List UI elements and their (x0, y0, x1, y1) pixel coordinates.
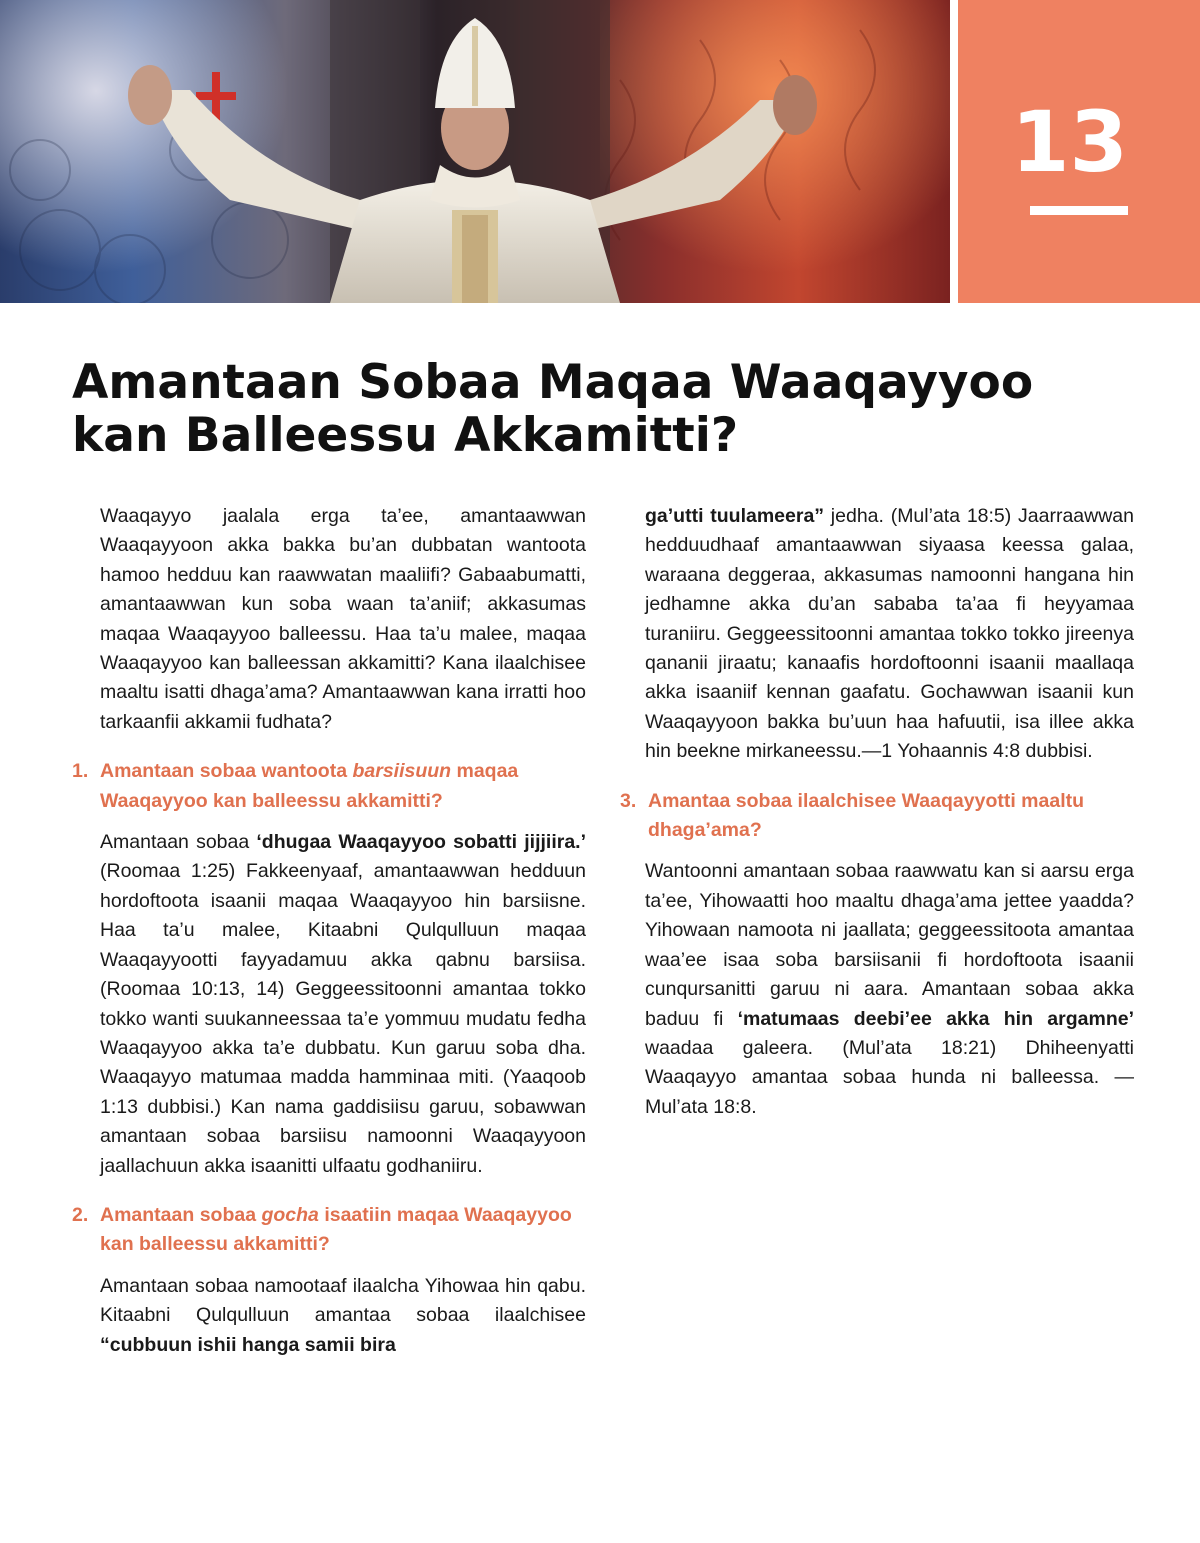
title-line-1: Amantaan Sobaa Maqaa Waaqayyoo (72, 355, 1034, 410)
right-column (620, 502, 1134, 1122)
lesson-number-underline (1030, 206, 1128, 215)
section-1-paragraph: Amantaan sobaa ‘dhugaa Waaqayyoo sobatti jijjiira.’ (Roomaa 1:25) Fakkeenyaaf, amantaawwan hedduun hordoftoota isaanii maqaa Waaqayyoo hin barsiisne. Haa ta’u malee, Kitaabni Qulqulluun maqaa Waaqayyootti fayyadamuu akka qabnu barsiisa. (Roomaa 10:13, 14) Geggeessitoonni amantaa tokko tokko wanti suukanneessaa ta’e yommuu mudatu fedha Waaqayyoo akka ta’e dubbatu. Kun garuu soba dha. Waaqayyo matumaa madda hamminaa miti. (Yaaqoob 1:13 dubbisi.) Kan nama gaddisiisu garuu, sobawwan amantaan sobaa barsiisu namoonni Waaqayyoon jaallachuun akka isaanitti ulfaatu godhaniiru. (100, 831, 587, 1177)
lesson-number-badge (958, 0, 1200, 303)
section-2-number: 2. (72, 1203, 89, 1226)
hero-illustration (0, 0, 950, 303)
section-2-quote-end: ga’utti tuulameera” (645, 505, 825, 527)
section-1-quote: ‘dhugaa Waaqayyoo sobatti jijjiira.’ (256, 831, 587, 854)
section-2-paragraph-continued: ga’utti tuulameera” jedha. (Mul’ata 18:5) Jaarraawwan hedduudhaaf amantaawwan siyaasa keessa galaa, waraana deggeraa, akkasumas namoonni hangana hin jedhamne akka du’an sababa ta’aa fi heyyamaa turaniiru. Geggeessitoonni amantaa tokko tokko jireenya qananii jiraatu; kanaafis hordoftoonni isaanii maallaqa akka isaaniif kennan gaafatu. Gochawwan isaanii kun Waaqayyoon bakka bu’uun haa hafuutii, isa illee akka hin beekne mirkaneessu.—1 Yohaannis 4:8 dubbisi. (645, 505, 1134, 763)
lesson-number: 13 (1011, 93, 1128, 191)
section-2-paragraph: Amantaan sobaa namootaaf ilaalcha Yihowaa hin qabu. Kitaabni Qulqulluun amantaa sobaa ilaalchisee “cubbuun ishii hanga samii bira (100, 1274, 586, 1356)
title-line-2: kan Balleessu Akkamitti? (72, 408, 739, 463)
section-1-number: 1. (72, 760, 89, 783)
intro-paragraph: Waaqayyo jaalala erga ta’ee, amantaawwan Waaqayyoon akka bakka bu’an dubbatan wantoota hamoo hedduu kan raawwatan maaliifi? Gabaabumatti, amantaawwan kun soba waan ta’aniif; akkasumas maqaa Waaqayyoo balleessu. Haa ta’u malee, maqaa Waaqayyoo kan balleessan akkamitti? Kana ilaalchisee maaltu isatti dhaga’ama? Amantaawwan kana irratti hoo tarkaanfii akkamii fudhata? (100, 505, 586, 733)
section-3-number: 3. (620, 789, 637, 812)
section-1-question: 1. Amantaan sobaa wantoota barsiisuun maqaa Waaqayyoo kan balleessu akkamitti? (72, 757, 586, 816)
section-3-question: 3. Amantaa sobaa ilaalchisee Waaqayyotti maaltu dhaga’ama? (620, 787, 1134, 846)
left-column (72, 502, 586, 1360)
section-2-question: 2. Amantaan sobaa gocha isaatiin maqaa Waaqayyoo kan balleessu akkamitti? (72, 1201, 586, 1260)
hero-image-priest-cathedral (0, 0, 950, 303)
section-3-paragraph: Wantoonni amantaan sobaa raawwatu kan si aarsu erga ta’ee, Yihowaatti hoo maaltu dhaga’ama jettee yaadda? Yihowaan namoota ni jaallata; geggeessitoota amantaa waa’ee isaa soba barsiisanii fi hordoftoota isaanii cunqursanitti garuu ni aara. Amantaan sobaa akka baduu fi ‘matumaas deebi’ee akka hin argamne’ waadaa galeera. (Mul’ata 18:21) Dhiheenyatti Waaqayyo amantaa sobaa hunda ni balleessa. —Mul’ata 18:8. (645, 860, 1135, 1118)
section-2-quote: “cubbuun ishii hanga samii bira (100, 1333, 396, 1356)
page-title (72, 356, 1072, 462)
section-3-quote: ‘matumaas deebi’ee akka hin argamne’ (737, 1007, 1135, 1030)
